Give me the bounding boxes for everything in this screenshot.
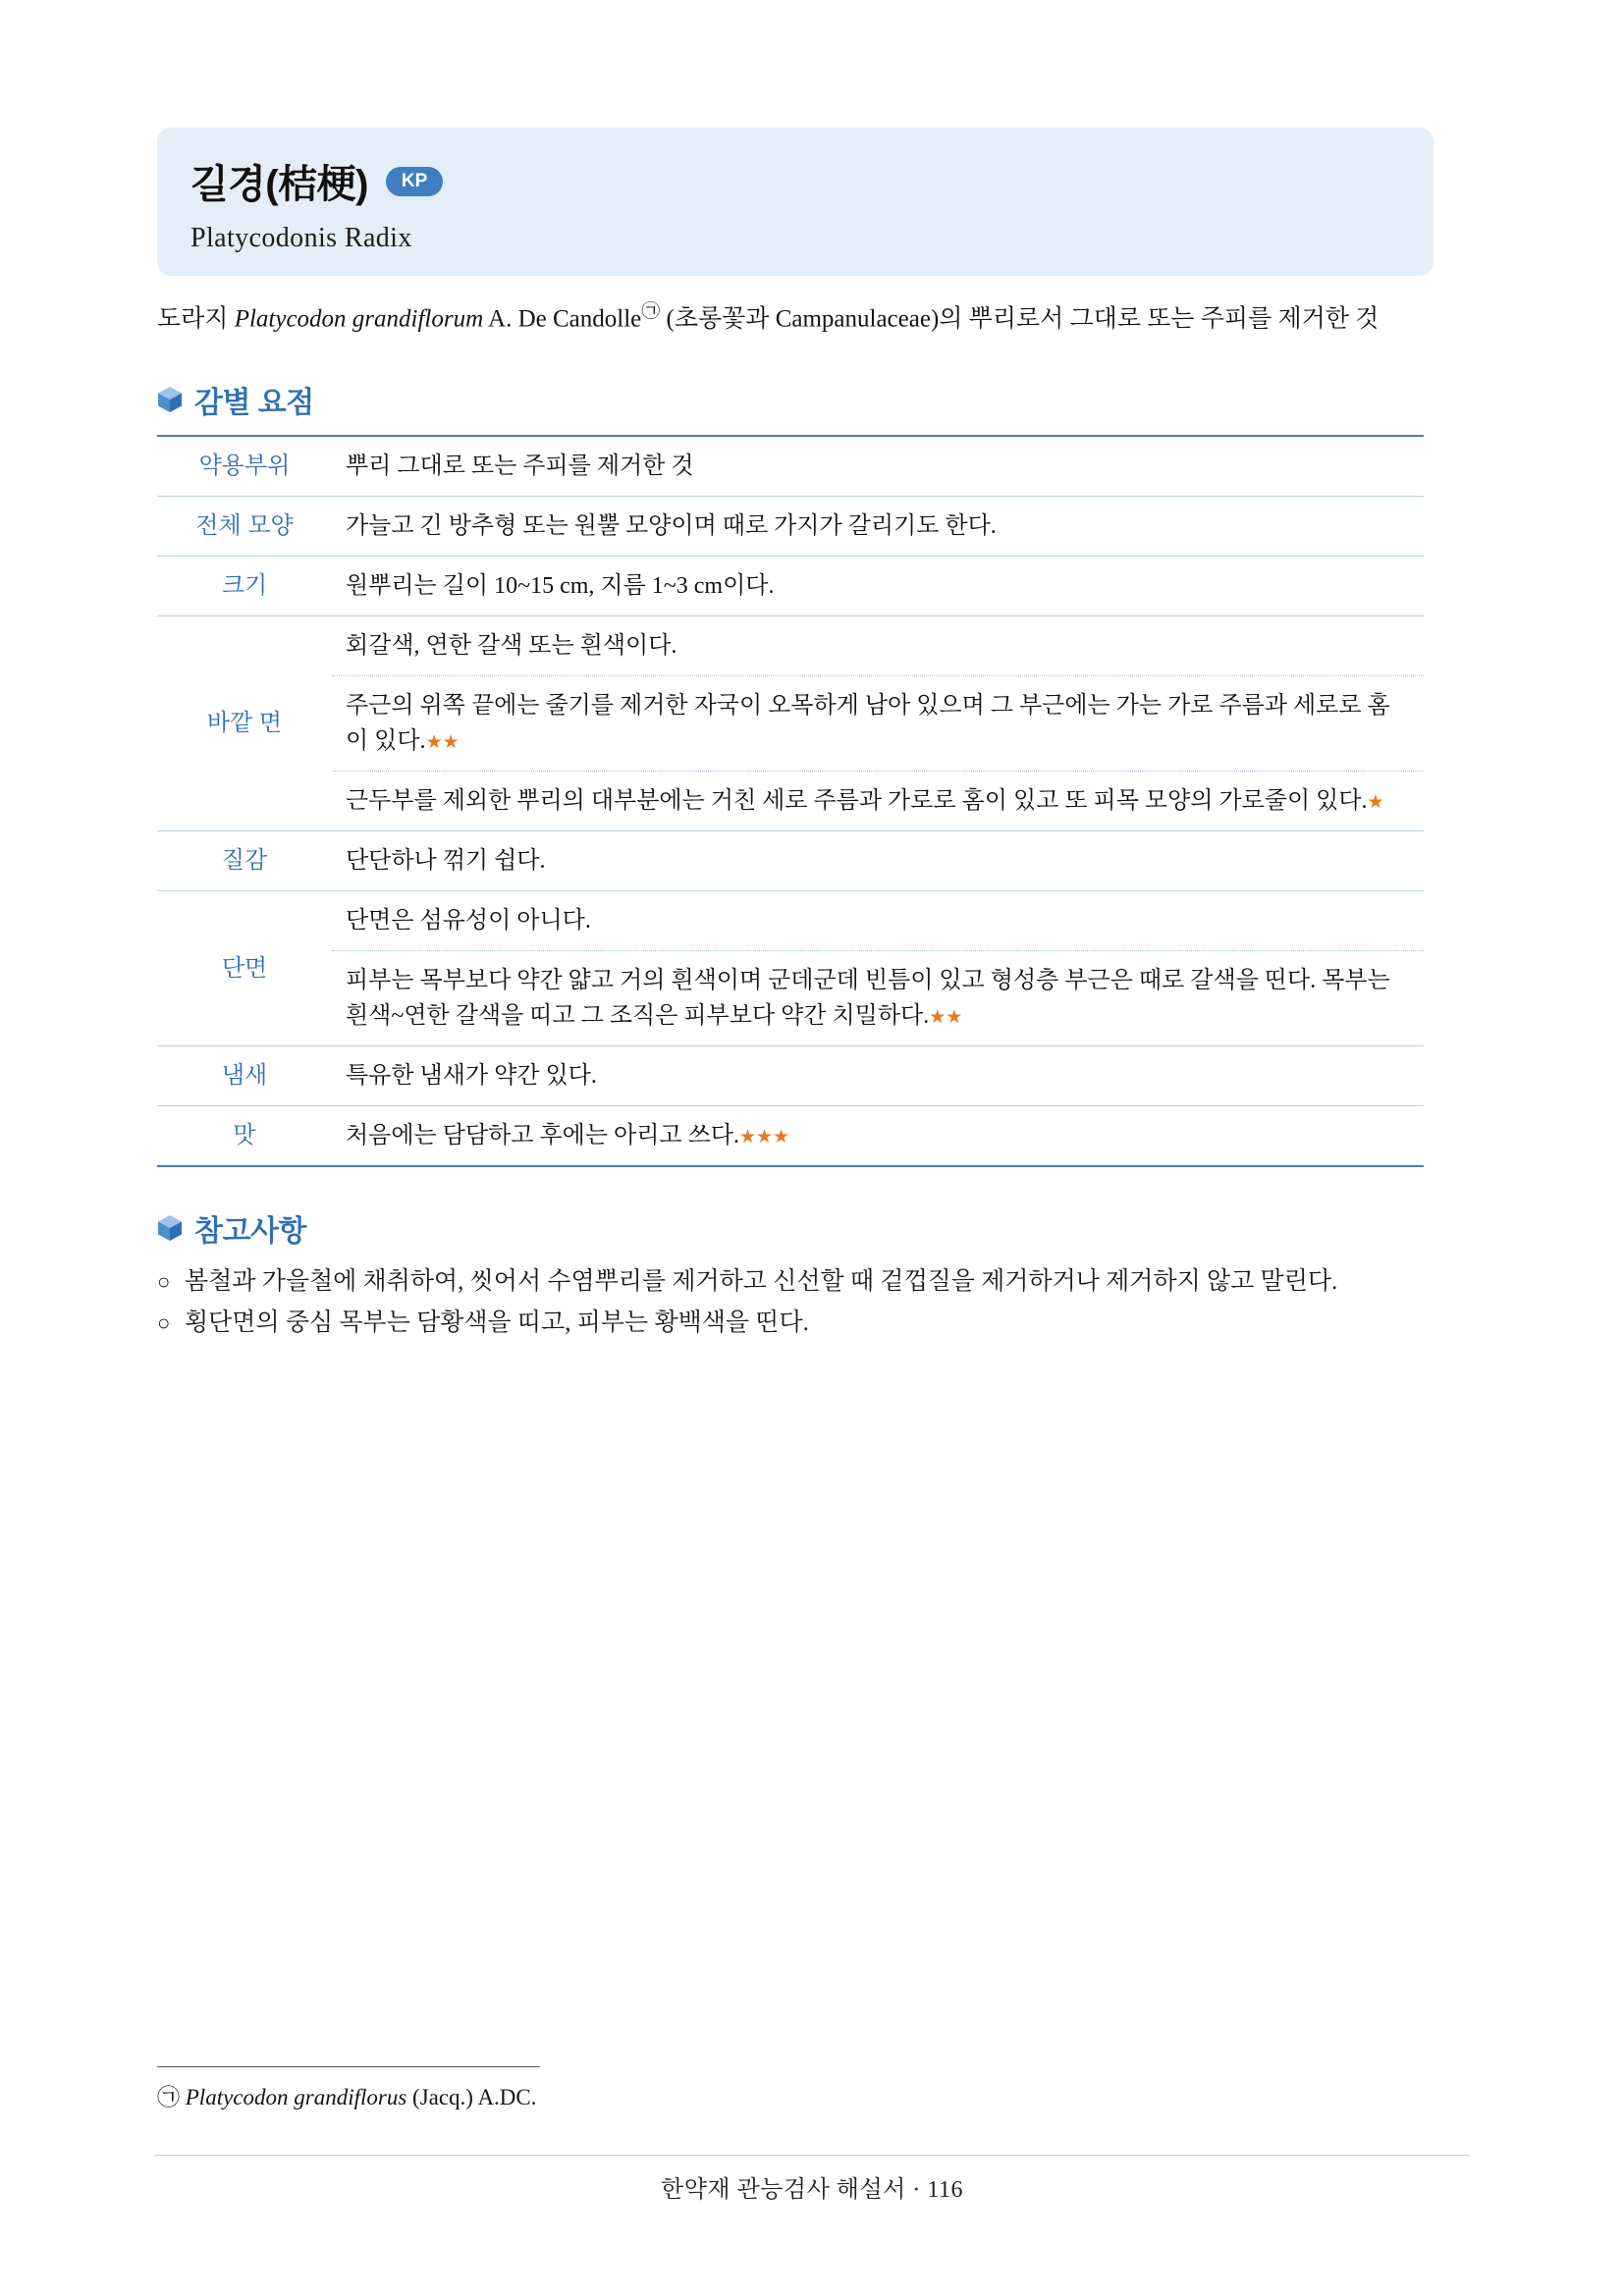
list-item [157, 1263, 1424, 1301]
footer-text: 한약재 관능검사 해설서 · 116 [661, 2177, 963, 2203]
table-row [157, 831, 1424, 891]
definition-paragraph [157, 297, 1424, 339]
row-value-text: 회갈색, 연한 갈색 또는 흰색이다. [346, 633, 677, 660]
row-label: 맛 [157, 1106, 332, 1167]
bullet-icon: ○ [157, 1269, 171, 1295]
footer-divider [154, 2155, 1470, 2156]
notes-list [157, 1263, 1424, 1341]
note-text: 횡단면의 중심 목부는 담황색을 띠고, 피부는 황백색을 띤다. [185, 1308, 809, 1336]
table-row [157, 557, 1424, 616]
title-row [190, 153, 1400, 209]
row-value [332, 772, 1424, 831]
footnote-divider [157, 2066, 540, 2067]
footnote-area [157, 2066, 1434, 2111]
table-row [157, 951, 1424, 1046]
row-value-text: 원뿌리는 길이 10~15 cm, 지름 1~3 cm이다. [346, 573, 775, 600]
section-heading-identification [157, 378, 1434, 421]
page-content [157, 128, 1434, 1345]
row-value [332, 497, 1424, 557]
table-row [157, 891, 1424, 951]
cube-icon [157, 1214, 183, 1242]
row-label: 질감 [157, 831, 332, 891]
row-value [332, 616, 1424, 676]
row-value-text: 특유한 냄새가 약간 있다. [346, 1063, 597, 1090]
table-row [157, 616, 1424, 676]
footnote-reference-mark: ㉠ [641, 301, 661, 322]
table-row [157, 1046, 1424, 1106]
row-label: 전체 모양 [157, 497, 332, 557]
list-item [157, 1305, 1424, 1342]
table-row [157, 772, 1424, 831]
page-footer [0, 2155, 1624, 2204]
row-label: 약용부위 [157, 436, 332, 497]
difficulty-stars: ★★ [425, 732, 460, 754]
difficulty-stars: ★ [1367, 792, 1384, 814]
table-row [157, 497, 1424, 557]
row-value-text: 단면은 섬유성이 아니다. [346, 908, 591, 934]
identification-table [157, 435, 1424, 1167]
bullet-icon: ○ [157, 1309, 171, 1335]
difficulty-stars: ★★★ [738, 1127, 790, 1148]
row-label: 단면 [157, 891, 332, 1046]
footnote-scientific-name: Platycodon grandiflorus [185, 2085, 407, 2109]
row-value [332, 436, 1424, 497]
cube-icon [157, 386, 183, 413]
row-label: 바깥 면 [157, 616, 332, 831]
table-row [157, 1106, 1424, 1167]
footnote [157, 2079, 1434, 2111]
table-row [157, 436, 1424, 497]
row-value-text: 단단하나 꺾기 쉽다. [346, 848, 546, 875]
section-title: 감별 요점 [194, 387, 314, 420]
definition-scientific-name: Platycodon grandiflorum [234, 305, 484, 333]
definition-prefix: 도라지 [157, 305, 235, 333]
row-value [332, 891, 1424, 951]
row-value-text: 주근의 위쪽 끝에는 줄기를 제거한 자국이 오목하게 남아 있으며 그 부근에는 가는 가로 주름과 세로로 홈이 있다. [346, 693, 1390, 755]
section-heading-notes [157, 1206, 1434, 1250]
page-title: 길경(桔梗) [190, 163, 368, 206]
row-value-text: 뿌리 그대로 또는 주피를 제거한 것 [346, 454, 694, 480]
difficulty-stars: ★★ [929, 1007, 963, 1029]
title-card [157, 128, 1434, 276]
row-value-text: 근두부를 제외한 뿌리의 대부분에는 거친 세로 주름과 가로로 홈이 있고 또 피목 모양의 가로줄이 있다. [346, 788, 1368, 815]
row-label: 크기 [157, 557, 332, 616]
row-value-text: 처음에는 담담하고 후에는 아리고 쓰다. [346, 1123, 739, 1149]
definition-tail: (초롱꽃과 Campanulaceae)의 뿌리로서 그대로 또는 주피를 제거한 것 [660, 305, 1380, 333]
section-title: 참고사항 [194, 1215, 306, 1249]
status-badge: KP [386, 167, 443, 196]
row-value [332, 831, 1424, 891]
row-value [332, 951, 1424, 1046]
definition-author: A. De Candolle [483, 305, 642, 333]
row-label: 냄새 [157, 1046, 332, 1106]
footnote-mark: ㉠ [157, 2085, 180, 2109]
table-row [157, 676, 1424, 772]
row-value-text: 가늘고 긴 방추형 또는 원뿔 모양이며 때로 가지가 갈리기도 한다. [346, 513, 997, 540]
row-value [332, 676, 1424, 772]
footnote-rest: (Jacq.) A.DC. [406, 2085, 537, 2109]
row-value [332, 1106, 1424, 1167]
latin-title: Platycodonis Radix [190, 223, 412, 253]
note-text: 봄철과 가을철에 채취하여, 씻어서 수염뿌리를 제거하고 신선할 때 겉껍질을 제거하거나 제거하지 않고 말린다. [185, 1268, 1338, 1296]
row-value [332, 1046, 1424, 1106]
row-value-text: 피부는 목부보다 약간 얇고 거의 흰색이며 군데군데 빈틈이 있고 형성층 부근은 때로 갈색을 띤다. 목부는 흰색~연한 갈색을 띠고 그 조직은 피부보다 약간 치밀하다. [346, 968, 1390, 1030]
row-value [332, 557, 1424, 616]
